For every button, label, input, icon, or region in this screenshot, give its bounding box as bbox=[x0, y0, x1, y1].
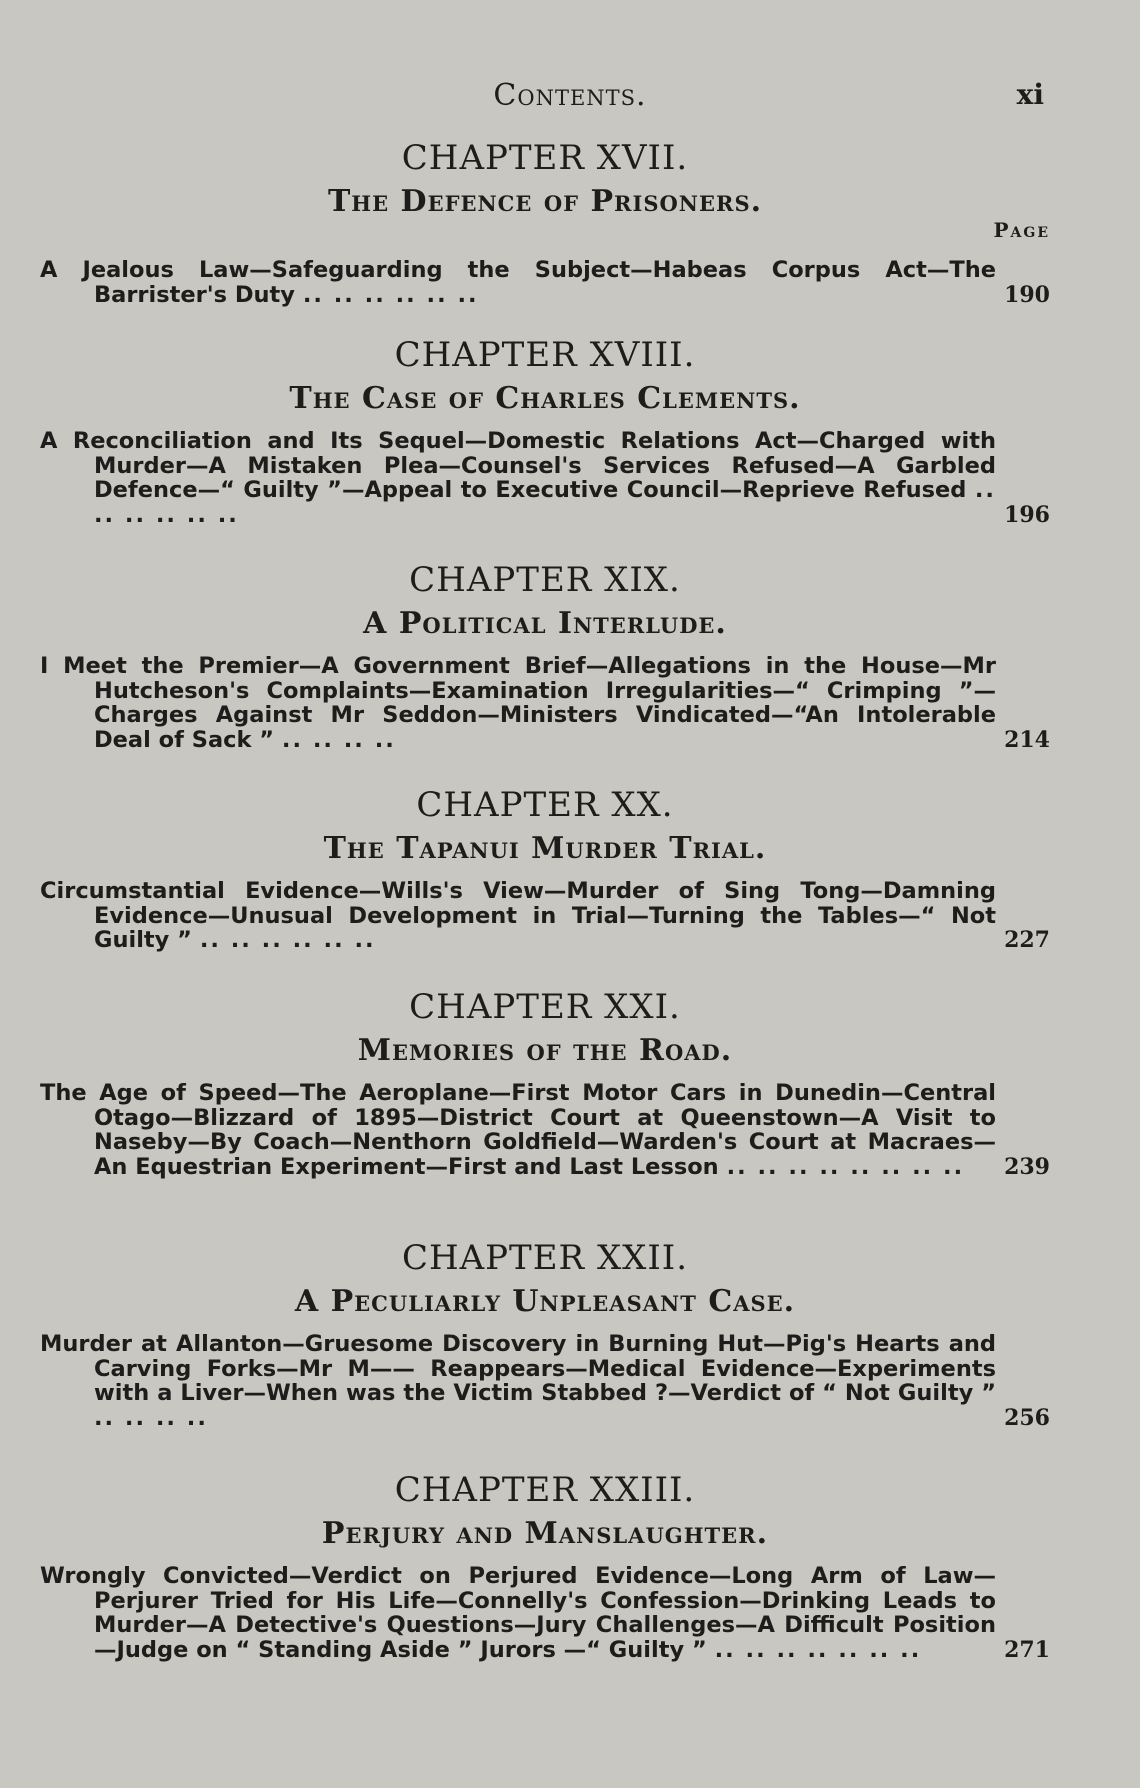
chapter-title: CHAPTER XVII. bbox=[401, 138, 689, 178]
synopsis-text: The Age of Speed—The Aeroplane—First Motor Cars in Dunedin—Central Otago—Blizzard of 1895—District Court at Queenstown—A Visit to Naseby—By Coach—Nenthorn Goldfield—Warden's Court at Macraes—An Equestrian Experiment—First and Last Lesson bbox=[40, 1080, 996, 1180]
page-number: 196 bbox=[1004, 501, 1050, 528]
synopsis-text: A Jealous Law—Safeguarding the Subject—Habeas Corpus Act—The Barrister's Duty bbox=[40, 257, 996, 308]
dot-leader: .. .. .. .. .. .. .. .. bbox=[726, 1153, 965, 1180]
page-number: 256 bbox=[1004, 1404, 1050, 1431]
chapter-synopsis bbox=[40, 879, 1050, 953]
dot-leader: .. .. .. .. .. .. bbox=[302, 281, 479, 308]
page-number: 239 bbox=[1004, 1153, 1050, 1180]
chapter-title: CHAPTER XXIII. bbox=[394, 1470, 696, 1510]
synopsis-text: A Reconciliation and Its Sequel—Domestic Relations Act—Charged with Murder—A Mistaken Plea—Counsel's Services Refused—A Garbled Defence—“ Guilty ”—Appeal to Executive Council—Reprieve Refused bbox=[40, 428, 996, 503]
dot-leader: .. .. .. .. .. .. bbox=[199, 927, 376, 953]
chapter-synopsis bbox=[40, 258, 1050, 307]
chapter-xvii bbox=[40, 138, 1050, 307]
chapter-subtitle: A Peculiarly Unpleasant Case. bbox=[294, 1284, 796, 1319]
dot-leader: .. .. .. .. .. .. bbox=[94, 477, 996, 528]
page-header bbox=[0, 78, 1140, 118]
page-number: 214 bbox=[1004, 726, 1050, 753]
page-number: 271 bbox=[1004, 1636, 1050, 1663]
folio-number: xi bbox=[1016, 78, 1044, 111]
chapter-subtitle: The Defence of Prisoners. bbox=[327, 184, 763, 219]
chapter-title: CHAPTER XXII. bbox=[401, 1238, 689, 1278]
chapter-xviii bbox=[40, 335, 1050, 527]
chapter-synopsis bbox=[40, 1564, 1050, 1662]
chapter-title: CHAPTER XX. bbox=[416, 785, 674, 825]
chapter-synopsis bbox=[40, 1081, 1050, 1179]
chapter-xx bbox=[40, 785, 1050, 953]
chapter-title: CHAPTER XVIII. bbox=[394, 335, 696, 375]
dot-leader: .. .. .. .. bbox=[94, 1404, 208, 1431]
chapter-subtitle: The Case of Charles Clements. bbox=[289, 381, 801, 416]
chapter-subtitle: A Political Interlude. bbox=[363, 606, 727, 641]
dot-leader: .. .. .. .. .. .. .. bbox=[714, 1636, 922, 1663]
chapter-xxiii bbox=[40, 1470, 1050, 1662]
chapter-synopsis bbox=[40, 429, 1050, 527]
chapter-synopsis bbox=[40, 1332, 1050, 1430]
chapter-xix bbox=[40, 560, 1050, 752]
synopsis-text: Murder at Allanton—Gruesome Discovery in Burning Hut—Pig's Hearts and Carving Forks—Mr M—— Reappears—Medical Evidence—Experiments with a Liver—When was the Victim Stabbed ?—Verdict of “ Not Guilty ” bbox=[40, 1331, 996, 1406]
running-title: Contents. bbox=[493, 78, 647, 113]
synopsis-text: Circumstantial Evidence—Wills's View—Murder of Sing Tong—Damning Evidence—Unusual Development in Trial—Turning the Tables—“ Not Guilty ” bbox=[40, 878, 996, 953]
synopsis-text: Wrongly Convicted—Verdict on Perjured Evidence—Long Arm of Law—Perjurer Tried for His Life—Connelly's Confession—Drinking Leads to Murder—A Detective's Questions—Jury Challenges—A Difficult Position—Judge on “ Standing Aside ” Jurors —“ Guilty ” bbox=[40, 1563, 996, 1663]
synopsis-text: I Meet the Premier—A Government Brief—Allegations in the House—Mr Hutcheson's Complaints—Examination Irregularities—“ Crimping ”—Charges Against Mr Seddon—Ministers Vindicated—“An Intolerable Deal of Sack ” bbox=[40, 653, 996, 753]
chapter-title: CHAPTER XXI. bbox=[409, 987, 681, 1027]
chapter-xxi bbox=[40, 987, 1050, 1179]
chapter-synopsis bbox=[40, 654, 1050, 752]
page-number: 227 bbox=[1004, 927, 1050, 953]
chapter-subtitle: Memories of the Road. bbox=[357, 1033, 733, 1068]
page-number: 190 bbox=[1004, 281, 1050, 308]
chapter-title: CHAPTER XIX. bbox=[409, 560, 681, 600]
page-column-label: Page bbox=[993, 218, 1050, 242]
chapter-subtitle: The Tapanui Murder Trial. bbox=[323, 831, 767, 866]
chapter-subtitle: Perjury and Manslaughter. bbox=[321, 1516, 769, 1551]
dot-leader: .. .. .. .. bbox=[281, 726, 396, 753]
chapter-xxii bbox=[40, 1238, 1050, 1430]
